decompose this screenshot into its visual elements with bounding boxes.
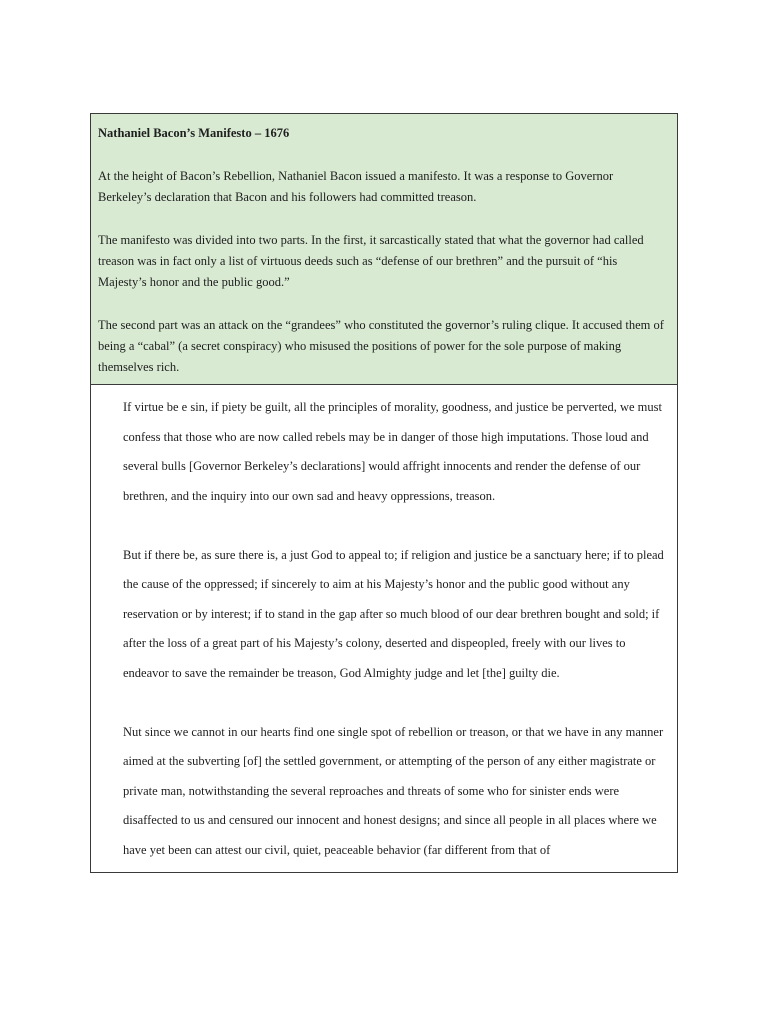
intro-paragraph: At the height of Bacon’s Rebellion, Nathaniel Bacon issued a manifesto. It was a response to Governor Berkeley’s declaration that Bacon and his followers had committed treason. [98, 169, 614, 204]
intro-section [91, 114, 677, 385]
excerpt-paragraph: But if there be, as sure there is, a just God to appeal to; if religion and justice be a sanctuary here; if to plead the cause of the oppressed; if sincerely to aim at his Majesty’s honor and the public good without any reservation or by interest; if to stand in the gap after so much blood of our dear brethren bought and sold; if after the loss of a great part of his Majesty’s colony, deserted and dispeopled, freely with our lives to endeavor to save the remainder be treason, God Almighty judge and let [the] guilty die. [123, 547, 664, 680]
document-box [90, 113, 678, 873]
excerpt-paragraph: If virtue be e sin, if piety be guilt, all the principles of morality, goodness, and justice be perverted, we must confess that those who are now called rebels may be in danger of those high imputations. Those loud and several bulls [Governor Berkeley’s declarations] would affright innocents and render the defense of our brethren, and the inquiry into our own sad and heavy oppressions, treason. [123, 400, 662, 503]
intro-paragraph: The second part was an attack on the “grandees” who constituted the governor’s ruling clique. It accused them of being a “cabal” (a secret conspiracy) who misused the positions of power for the sole purpose of making themselves rich. [98, 318, 664, 374]
excerpt-paragraph: Nut since we cannot in our hearts find one single spot of rebellion or treason, or that we have in any manner aimed at the subverting [of] the settled government, or attempting of the person of any either magistrate or private man, notwithstanding the several reproaches and threats of some who for sinister ends were disaffected to us and censured our innocent and honest designs; and since all people in all places where we have yet been can attest our civil, quiet, peaceable behavior (far different from that of [123, 724, 664, 857]
document-title: Nathaniel Bacon’s Manifesto – 1676 [98, 126, 290, 140]
manifesto-excerpt [91, 385, 677, 865]
intro-paragraph: The manifesto was divided into two parts. In the first, it sarcastically stated that what the governor had called treason was in fact only a list of virtuous deeds such as “defense of our brethren” and the pursuit of “his Majesty’s honor and the public good.” [98, 233, 644, 289]
